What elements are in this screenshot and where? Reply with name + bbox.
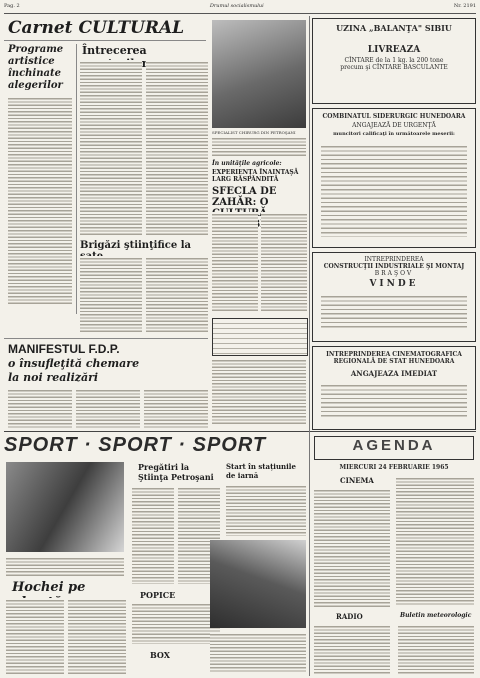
ad-cinema: INTREPRINDEREA CINEMATOGRAFICA REGIONALĂ DE STAT HUNEDOARA ANGAJEAZA IMEDIAT xyxy=(312,346,476,430)
side-title: Programe artistice închinate alegerilor xyxy=(8,44,64,91)
ad-constructii: INTREPRINDEREA CONSTRUCŢII INDUSTRIALE ŞI MONTAJ BRAŞOV VINDE xyxy=(312,252,476,342)
manifest-title-2: o însufleţită chemare xyxy=(8,357,140,370)
surgeon-photo xyxy=(212,20,306,128)
page-number: Pag. 2 xyxy=(4,3,20,9)
ad-combinat: COMBINATUL SIDERURGIC HUNEDOARA ANGAJEAZĂ DE URGENŢĂ muncitori calificaţi în următoarele meserii: xyxy=(312,108,476,248)
agenda-radio: RADIO xyxy=(336,612,363,621)
carnet-title: Carnet CULTURAL xyxy=(8,18,185,38)
sport-photo-right xyxy=(210,540,306,628)
manifest-title-3: la noi realizări xyxy=(8,371,99,384)
box-title: BOX xyxy=(150,650,170,660)
paper-name: Drumul socialismului xyxy=(209,3,264,9)
hochei-title: Hochei pe xyxy=(12,580,86,595)
popice-title: POPICE xyxy=(140,590,176,600)
brigazi-title: Brigăzi ştiinţifice la xyxy=(80,240,191,251)
agenda-title: AGENDA xyxy=(314,436,474,460)
sport-photo-left xyxy=(6,462,124,552)
agenda-cinema: CINEMA xyxy=(340,476,374,485)
agri-table xyxy=(212,318,308,356)
agri-title-2: SFECLA DE ZAHĂR: O xyxy=(212,186,277,208)
sport-banner: SPORT · SPORT · SPORT xyxy=(4,434,267,456)
main-title: Întrecerea xyxy=(82,44,147,57)
ad-uzina: UZINA „BALANŢA" SIBIU LIVREAZA CÎNTARE de la 1 kg. la 200 tone precum şi CÎNTARE BASCULANTE xyxy=(312,18,476,104)
pregatiri-title: Pregătiri la Ştiinţa Petroşani xyxy=(138,462,214,482)
manifest-title-1: MANIFESTUL F.D.P. xyxy=(8,342,120,356)
agenda-date: MIERCURI 24 FEBRUARIE 1965 xyxy=(339,464,449,471)
start-title: Start în stațiunile de iarnă xyxy=(226,462,296,480)
agenda-meteo: Buletin meteorologic xyxy=(400,612,472,619)
page-header xyxy=(4,3,476,14)
agri-kicker: În unităţile agricole: xyxy=(212,160,282,167)
photo-caption: SPECIALIST CHIRURG DIN PETROŞANI xyxy=(212,130,296,135)
agri-title-1: EXPERIENŢA ÎNAINTAŞĂ LARG RĂSPÂNDITĂ xyxy=(212,169,299,183)
issue-number: Nr. 2191 xyxy=(453,3,476,9)
